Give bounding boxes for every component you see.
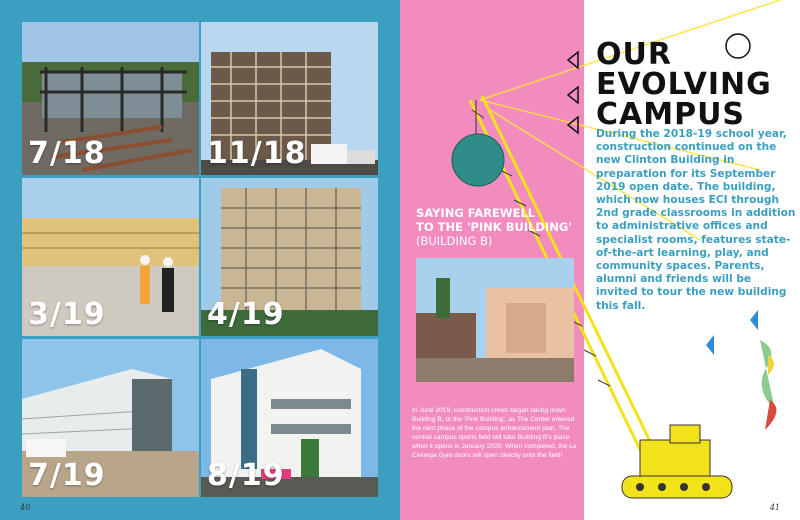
photo-date: 7/18 xyxy=(28,136,106,171)
page-number-right: 41 xyxy=(769,503,780,512)
headline-line: EVOLVING xyxy=(596,67,772,102)
sidebar-title-line1: SAYING FAREWELL xyxy=(416,206,536,220)
photo-date: 4/19 xyxy=(207,297,285,332)
photo-7-18 xyxy=(22,22,199,175)
headline-line: OUR xyxy=(596,37,672,72)
headline-line: CAMPUS xyxy=(596,97,746,132)
photo-4-19 xyxy=(201,178,378,336)
page-headline xyxy=(596,37,796,132)
sidebar-title-line2: TO THE 'PINK BUILDING' xyxy=(416,220,572,234)
intro-paragraph: During the 2018-19 school year, construction continued on the new Clinton Building in preparation for its September 2019 open date. The building, which now houses ECI through 2nd grade classrooms in addition to administrative offices and specialist rooms, features state-of-the-art learning, play, and community spaces. Parents, alumni and friends will be invited to tour the new building this fall. xyxy=(596,128,796,312)
photo-7-19 xyxy=(22,339,199,497)
sidebar-title xyxy=(416,206,576,248)
sidebar-caption: In June 2019, construction crews began taking down Building B, or the 'Pink Building', as The Center entered the next phase of the campus enhancement plan. The central campus sports field will take Building B's place when it opens in January 2020. When completed, the La Cienega Gym doors will open directly onto the field! xyxy=(412,407,577,459)
photo-8-19 xyxy=(201,339,378,497)
photo-date: 7/19 xyxy=(28,458,106,493)
page-number-left: 40 xyxy=(20,503,31,512)
photo-date: 8/19 xyxy=(207,458,285,493)
pink-building-photo xyxy=(416,258,574,382)
photo-3-19 xyxy=(22,178,199,336)
photo-date: 11/18 xyxy=(207,136,307,171)
photo-date: 3/19 xyxy=(28,297,106,332)
sidebar-title-paren: (BUILDING B) xyxy=(416,234,493,248)
photo-11-18 xyxy=(201,22,378,175)
